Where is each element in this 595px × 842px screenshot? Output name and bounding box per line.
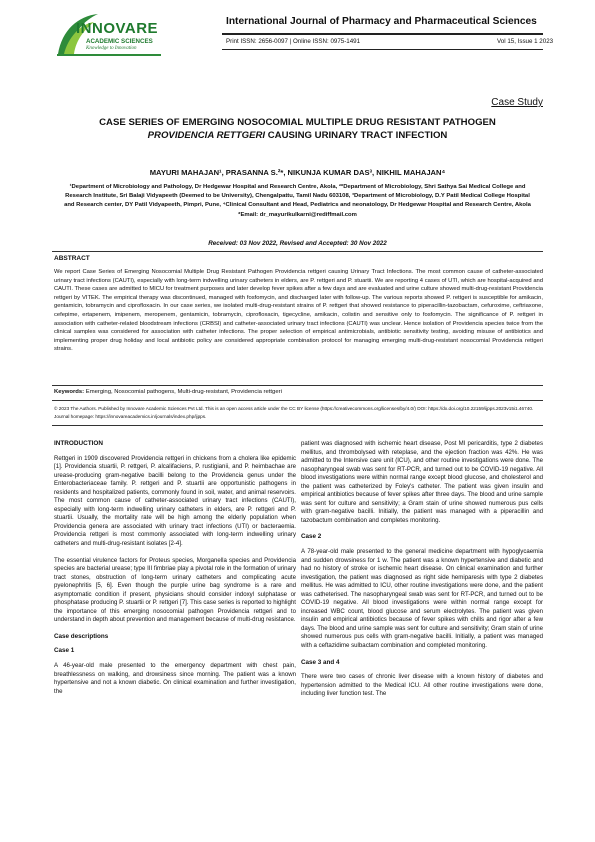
case34-paragraph: There were two cases of chronic liver disease with a known history of diabetes and hypertension admitted to the Medical ICU. All other routine investigations were done, including liver function test. The [301,673,543,698]
header-rule-bottom [222,49,543,50]
publisher-logo [54,10,166,58]
article-type: Case Study [491,97,543,108]
header-rule-top [222,33,543,35]
keywords [54,389,543,395]
affiliation-text: ¹Department of Microbiology and Pathology, Dr Hedgewar Hospital and Research Centre, Akola, ²*Department of Microbiology, Shri Sathya Sai Medical College and Research Institute, Sri Balaji Vidyapeeth (Deemed to be University), Chengalpattu, Tamil Nadu 603108, ³Department of Microbiology, D.Y Patil Medical College Hospital and Research center, DY Patil Vidyapeeth, Pimpri, Pune, ⁴Clinical Consultant and Head, Pediatrics and neonatology, Dr Hedgewar Hospital and Research Centre, Akola [64,184,531,209]
author-list: MAYURI MAHAJAN¹, PRASANNA S.²*, NIKUNJA KUMAR DAS³, NIKHIL MAHAJAN⁴ [149,168,446,177]
intro-paragraph-2: The essential virulence factors for Proteus species, Morganella species and Providencia species are bacterial urease; type III fimbriae play a pivotal role in the formation of urinary tract stones, obstruction of long-term urinary catheters and complicating acute pyelonephritis [5, 6]. Even though the purple urine bag syndrome is a rare and asymptomatic condition if present, physicians should consider indoxyl sulphatase or phosphatase producing P. stuartii or P. rettgeri [7]. This case series is reported to highlight the importance of this emerging nosocomial pathogen Providencia rettgeri and to understand in depth about prevention and management because of multi-drug resistance. [54,556,296,624]
subheading-case-3-4: Case 3 and 4 [301,658,340,666]
intro-paragraph-1: Rettgeri in 1909 discovered Providencia rettgeri in chickens from a cholera like epidemic [1]. Providencia stuartii, P. rettgeri, P. alcalifaciens, P. rustigianii, and P. heimbachae are urease-producing gram-negative bacilli belong to the Providencia genus under the Enterobacteriaceae family. P. rettgeri and P. stuartii are opportunistic pathogens in residents and hospitalized patients, commonly found in soil, water, and animal reservoirs. The most common cause of catheter-associated urinary tract infections (CAUTI), especially with long-term indwelling urinary catheters in elders, are P. rettgeri and P. stuartii. Usually, the mortality rate will be high among the elderly population when Providencia genera are associated with urinary tract infections (UTI) or bacteraemia. Providencia rettgeri is most commonly associated with long-term indwelling urinary catheters and multi-drug-resistant isolates [2-4]. [54,454,296,548]
case2-paragraph: A 78-year-old male presented to the general medicine department with hypoglycaemia and sudden drowsiness for 1 w. The patient was a known hypertensive and diabetic and had no history of stroke or ischemic heart disease. On clinical examination and further investigation, the patient was diagnosed as right side hemiparesis with type 2 diabetes mellitus. He was admitted to ICU, other routine investigations were done, and the patient was catheterised. The nasopharyngeal swab was sent for RT-PCR, and turned out to be COVID-19 negative. All blood investigations were within normal range except for increased WBC count, blood glucose and serum electrolytes. The patient was given insulin and empirical antibiotics because of fever spikes with chills and rigor after a few days. The blood and urine sample was sent for culture and sensitivity; Gram stain of urine showed numerous pus cells with gram-negative bacilli. Initially, a patient was managed with a ceftazidime sulbactam combination and completed monitoring. [301,548,543,650]
volume-issue: Vol 15, Issue 1 2023 [497,38,554,45]
body-column-right [301,440,543,707]
journal-title: International Journal of Pharmacy and Pharmaceutical Sciences [226,16,537,27]
logo-text: INNOVARE [76,20,159,37]
logo-tagline: Knowledge to Innovation [86,46,137,51]
logo-subtext: ACADEMIC SCIENCES [86,38,153,45]
body-column-left [54,440,296,704]
affiliations [62,183,533,220]
subheading-case-1: Case 1 [54,647,75,655]
article-title-line2 [52,129,543,142]
subheading-case-2: Case 2 [301,533,322,541]
abstract-heading: ABSTRACT [54,255,90,262]
keywords-list: Emerging, Nosocomial pathogens, Multi-drug-resistant, Providencia rettgeri [84,389,282,395]
section-heading-introduction: INTRODUCTION [54,440,103,447]
title-rest: CAUSING URINARY TRACT INFECTION [265,130,448,141]
separator-top [52,251,543,252]
section-heading-case-descriptions: Case descriptions [54,632,109,640]
case1-continued: patient was diagnosed with ischemic heart disease, Post MI pericarditis, type 2 diabetes mellitus, and thrombolysed with reteplase, and the ejection fraction was 42%. He was admitted to the Intensive care unit (ICU), and other routine investigations were done. The nasopharyngeal swab was sent for RT-PCR, and turned out to be COVID-19 negative. All blood investigations were within normal range except blood glucose, and cholesterol and the patient was catheterized by Foley's catheter. The patient was given insulin and empirical antibiotics because of fever spikes after three days. The blood and urine sample was sent for culture and sensitivity; a Gram stain of urine showed numerous pus cells with gram-negative bacilli. Initially, the patient was managed with a piperacillin and tazobactum combination and completes monitoring. [301,440,543,524]
separator-body [52,425,543,426]
case1-paragraph: A 46-year-old male presented to the emergency department with chest pain, breathlessness on walking, and drowsiness since morning. The patient was a known hypertensive and not a known diabetic. On clinical examination and further investigation, the [54,662,296,695]
corresponding-email[interactable]: *Email: dr_mayurikulkarni@rediffmail.com [238,211,357,218]
separator-license [52,400,543,401]
article-title-line1: CASE SERIES OF EMERGING NOSOCOMIAL MULTIPLE DRUG RESISTANT PATHOGEN [99,117,496,128]
issn-line: Print ISSN: 2656-0097 | Online ISSN: 0975-1491 [226,38,361,45]
received-accepted-dates: Received: 03 Nov 2022, Revised and Accepted: 30 Nov 2022 [208,240,387,247]
title-organism: PROVIDENCIA RETTGERI [147,130,266,141]
license-statement: © 2023 The Authors. Published by Innovare Academic Sciences Pvt Ltd. This is an open access article under the CC BY license (https://creativecommons.org/licenses/by/4.0/) DOI: https://dx.doi.org/10.22159/ijpps.2023v15i1.46740. Journal homepage: https://innovareacademics.in/journals/index.php/ijpps. [54,406,534,419]
abstract-text: We report Case Series of Emerging Nosocomial Multiple Drug Resistant Pathogen Providencia rettgeri causing Urinary Tract Infections. The most common cause of catheter-associated urinary tract infections (CAUTI), especially with long-term indwelling urinary catheters in elders, are P. rettgeri and P. stuartii. We are reporting 4 cases of UTI, which are hospital-acquired and CAUTI. These cases are admitted to MICU for treatment purposes and later develop fever spikes after a few days and are evaluated and urine culture showed multi-drug-resistant Providencia rettgeri by VITEK. The empirical therapy was discontinued, managed with fosfomycin, and discharged later with follow-up. The various reports showed P. rettgeri is susceptible for amikacin, gentamicin, tobramycin and ciprofloxacin. In our case series, we isolated multi-drug-resistant strains of P. rettgeri that showed resistance to piperacillin-tazobactam, cefuroxime, ceftriaxone, cefepime, ertapenem, imipenem, meropenem, gentamicin, tobramycin, ciprofloxacin, tigecycline, amikacin, colistin and sensitive only to fosfomycin. The significance of P. rettgeri in association with catheter-related bloodstream infections (CRBSI) and catheter-associated urinary tract infections (CAUTI) was unclear. Hence isolation of Providencia species twice from the clinical samples was considered for association with catheter infections. The proper selection of empirical antimicrobials, antibiotic sensitivity testing, avoiding misuse of antibiotics and implementing proper drug holiday and local antibiotic policy are considered appropriate combination protocol for managing emerging multi-drug-resistant nosocomial Providencia rettgeri strains. [54,269,543,353]
keywords-label: Keywords: [54,389,85,395]
separator-keywords [52,385,543,386]
